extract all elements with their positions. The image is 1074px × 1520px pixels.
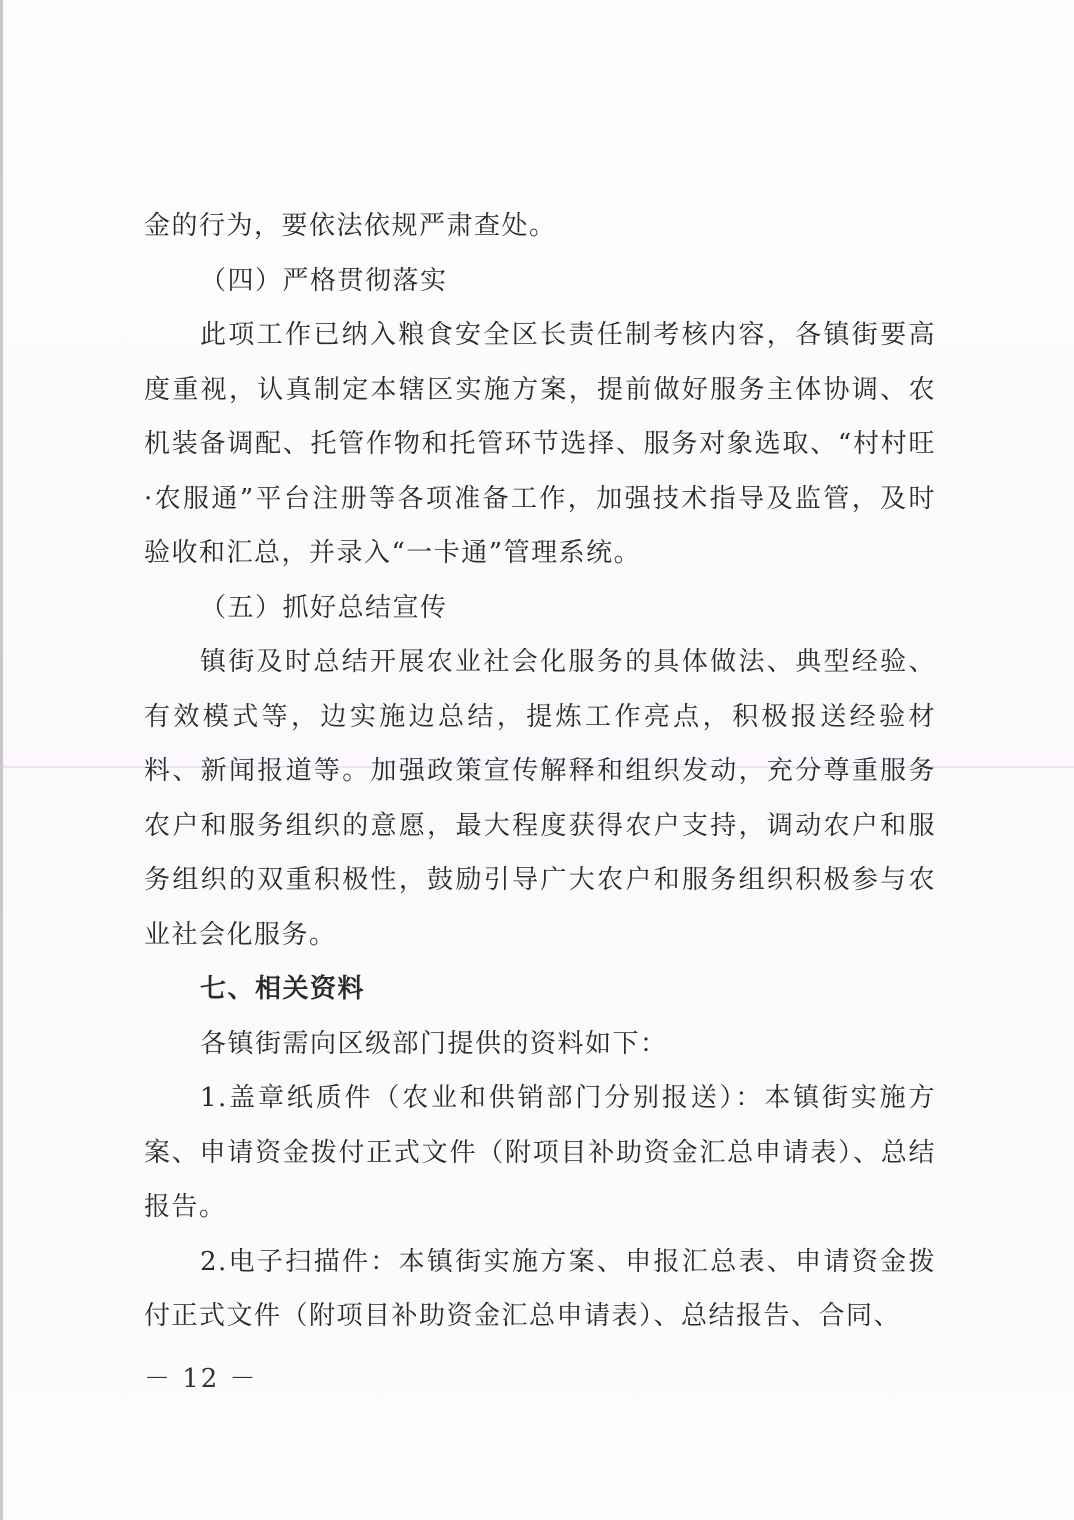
- paragraph-publicity: 镇街及时总结开展农业社会化服务的具体做法、典型经验、有效模式等，边实施边总结，提炼工作亮点，积极报送经验材料、新闻报道等。加强政策宣传解释和组织发动，充分尊重服务农户和服务组织的意愿，最大程度获得农户支持，调动农户和服务组织的双重积极性，鼓励引导广大农户和服务组织积极参与农业社会化服务。: [144, 647, 936, 950]
- scan-edge-line: [0, 0, 3, 1520]
- paragraph-continuation: 金的行为，要依法依规严肃查处。: [144, 211, 557, 241]
- section-heading-7: 七、相关资料: [200, 974, 366, 1004]
- paragraph-implementation: 此项工作已纳入粮食安全区长责任制考核内容，各镇街要高度重视，认真制定本辖区实施方案，提前做好服务主体协调、农机装备调配、托管作物和托管环节选择、服务对象选取、“村村旺·农服通”平台注册等各项准备工作，加强技术指导及监管，及时验收和汇总，并录入“一卡通”管理系统。: [144, 320, 936, 568]
- body-text: [144, 199, 936, 1344]
- section-heading-5: （五）抓好总结宣传: [200, 592, 448, 623]
- paragraph-materials-scan: 2.电子扫描件：本镇街实施方案、申报汇总表、申请资金拨付正式文件（附项目补助资金汇总申请表）、总结报告、合同、: [144, 1246, 936, 1331]
- section-heading-4: （四）严格贯彻落实: [200, 265, 448, 296]
- paragraph-materials-paper: 1.盖章纸质件（农业和供销部门分别报送）：本镇街实施方案、申请资金拨付正式文件（附项目补助资金汇总申请表）、总结报告。: [144, 1083, 936, 1222]
- paragraph-materials-intro: 各镇街需向区级部门提供的资料如下：: [200, 1028, 668, 1059]
- page-number: － 12 －: [144, 1364, 258, 1394]
